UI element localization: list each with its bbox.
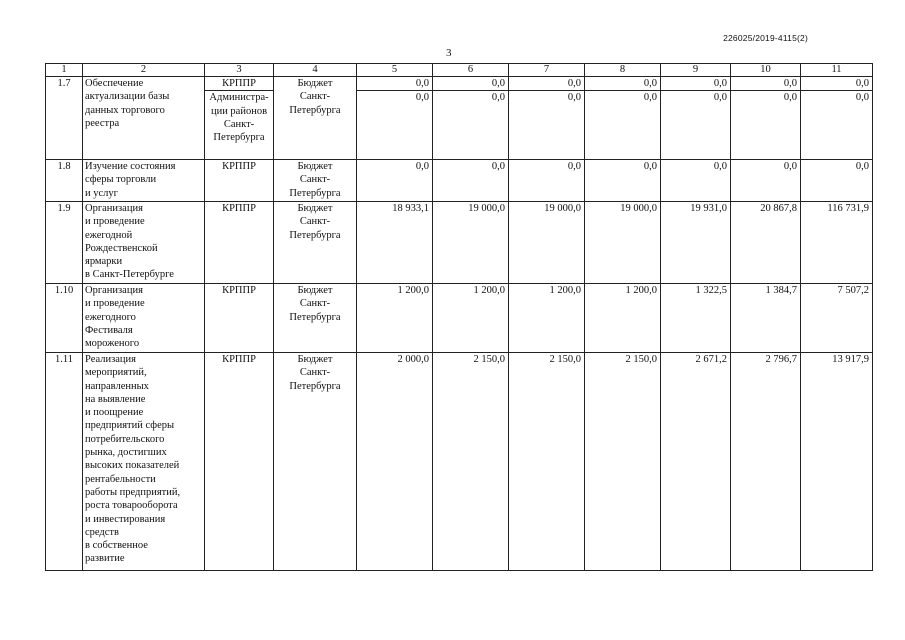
value-top: 0,0 [661, 77, 730, 91]
value-cell: 19 000,0 [509, 202, 585, 284]
value-top: 0,0 [357, 77, 432, 91]
page-number: 3 [446, 47, 452, 59]
value-cell [585, 77, 661, 160]
value-cell: 0,0 [357, 160, 433, 202]
funding-source: Бюджет Санкт- Петербурга [274, 353, 357, 571]
row-number: 1.7 [46, 77, 83, 160]
value-cell: 2 150,0 [585, 353, 661, 571]
row-name: Организация и проведение ежегодной Рождественской ярмарки в Санкт-Петербурге [83, 202, 205, 284]
column-header: 4 [274, 64, 357, 77]
value-top: 0,0 [585, 77, 660, 91]
value-bottom: 0,0 [567, 92, 581, 104]
column-header: 8 [585, 64, 661, 77]
value-cell: 2 150,0 [433, 353, 509, 571]
document-id: 226025/2019-4115(2) [723, 33, 808, 43]
value-cell: 20 867,8 [731, 202, 801, 284]
value-cell: 0,0 [585, 160, 661, 202]
value-cell: 0,0 [731, 160, 801, 202]
value-cell [801, 77, 873, 160]
value-cell: 0,0 [433, 160, 509, 202]
executor-primary: КРППР [205, 77, 273, 91]
funding-source: Бюджет Санкт- Петербурга [274, 202, 357, 284]
value-bottom: 0,0 [783, 92, 797, 104]
column-header: 2 [83, 64, 205, 77]
program-table [45, 63, 873, 571]
value-cell: 0,0 [661, 160, 731, 202]
row-number: 1.10 [46, 284, 83, 353]
value-cell: 1 200,0 [433, 284, 509, 353]
value-cell: 2 671,2 [661, 353, 731, 571]
value-cell: 1 384,7 [731, 284, 801, 353]
value-bottom: 0,0 [491, 92, 505, 104]
table-row [46, 160, 873, 202]
value-bottom: 0,0 [713, 92, 727, 104]
value-cell: 116 731,9 [801, 202, 873, 284]
value-top: 0,0 [731, 77, 800, 91]
value-cell: 2 150,0 [509, 353, 585, 571]
column-header: 9 [661, 64, 731, 77]
value-bottom: 0,0 [415, 92, 429, 104]
table-row [46, 77, 873, 160]
value-top: 0,0 [433, 77, 508, 91]
value-top: 0,0 [509, 77, 584, 91]
value-cell [731, 77, 801, 160]
value-cell: 7 507,2 [801, 284, 873, 353]
value-cell: 0,0 [801, 160, 873, 202]
value-cell: 1 200,0 [509, 284, 585, 353]
value-cell: 1 200,0 [357, 284, 433, 353]
value-cell: 0,0 [509, 160, 585, 202]
value-bottom: 0,0 [855, 92, 869, 104]
column-header: 10 [731, 64, 801, 77]
row-name: Организация и проведение ежегодного Фестиваля мороженого [83, 284, 205, 353]
table-row [46, 284, 873, 353]
row-number: 1.8 [46, 160, 83, 202]
funding-source: Бюджет Санкт- Петербурга [274, 160, 357, 202]
executor: КРППР [205, 202, 274, 284]
row-name: Реализация мероприятий, направленных на выявление и поощрение предприятий сферы потребительского рынка, достигших высоких показателей рентабельности работы предприятий, роста товарооборота и инвестирования средств в собственное развитие [83, 353, 205, 571]
value-cell: 2 796,7 [731, 353, 801, 571]
value-cell [509, 77, 585, 160]
table-row [46, 353, 873, 571]
value-cell [433, 77, 509, 160]
value-cell: 19 000,0 [585, 202, 661, 284]
row-name: Изучение состояния сферы торговли и услуг [83, 160, 205, 202]
value-cell: 18 933,1 [357, 202, 433, 284]
value-cell: 1 200,0 [585, 284, 661, 353]
source-cell [274, 77, 357, 160]
executor: КРППР [205, 353, 274, 571]
executor-secondary: Администра- ции районов Санкт- Петербурга [209, 92, 269, 144]
executor: КРППР [205, 284, 274, 353]
executor-cell [205, 77, 274, 160]
column-header: 5 [357, 64, 433, 77]
value-cell [357, 77, 433, 160]
funding-source: Бюджет Санкт- Петербурга [274, 284, 357, 353]
column-header: 3 [205, 64, 274, 77]
header-row [46, 64, 873, 77]
column-header: 11 [801, 64, 873, 77]
funding-source: Бюджет Санкт- Петербурга [289, 78, 341, 116]
table-row [46, 202, 873, 284]
value-cell: 2 000,0 [357, 353, 433, 571]
value-top: 0,0 [801, 77, 872, 91]
column-header: 6 [433, 64, 509, 77]
row-name: Обеспечение актуализации базы данных торгового реестра [83, 77, 205, 160]
value-cell: 19 931,0 [661, 202, 731, 284]
value-cell: 1 322,5 [661, 284, 731, 353]
value-cell: 13 917,9 [801, 353, 873, 571]
value-bottom: 0,0 [643, 92, 657, 104]
value-cell [661, 77, 731, 160]
row-number: 1.11 [46, 353, 83, 571]
column-header: 7 [509, 64, 585, 77]
row-number: 1.9 [46, 202, 83, 284]
value-cell: 19 000,0 [433, 202, 509, 284]
column-header: 1 [46, 64, 83, 77]
executor: КРППР [205, 160, 274, 202]
